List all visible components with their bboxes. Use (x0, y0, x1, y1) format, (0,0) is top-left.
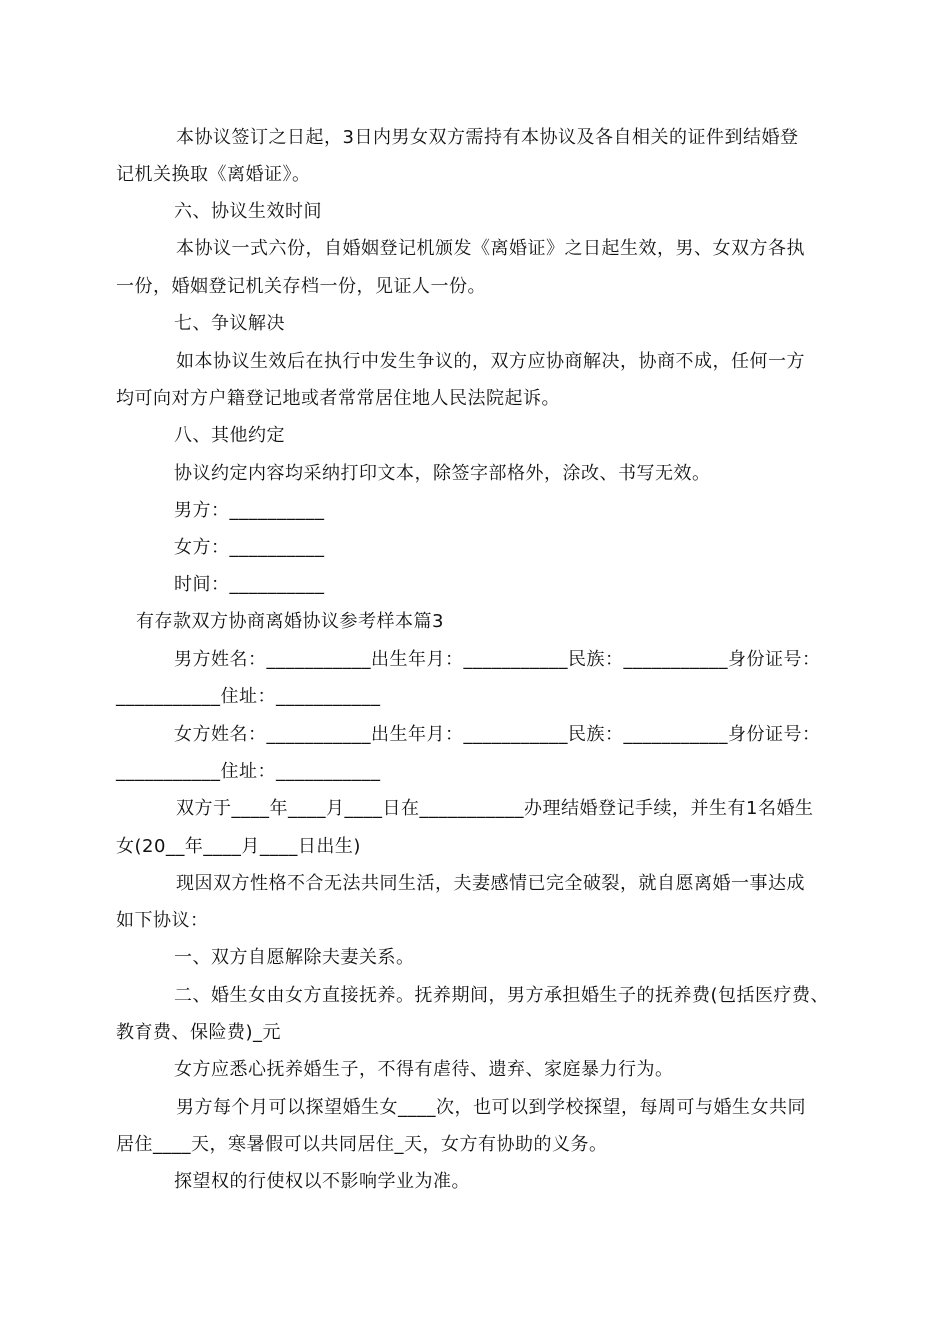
form-line: ___________住址：___________ (116, 686, 381, 707)
signature-line-female: 女方：__________ (174, 537, 325, 558)
form-line: ___________住址：___________ (116, 761, 381, 782)
signature-line-date: 时间：__________ (174, 574, 325, 595)
paragraph-line: 本协议签订之日起，3日内男女双方需持有本协议及各自相关的证件到结婚登 (176, 127, 799, 148)
section-heading: 七、争议解决 (174, 313, 285, 334)
paragraph-line: 本协议一式六份，自婚姻登记机颁发《离婚证》之日起生效，男、女双方各执 (176, 238, 805, 259)
section-heading: 八、其他约定 (174, 425, 285, 446)
paragraph-line: 男方每个月可以探望婚生女____次，也可以到学校探望，每周可与婚生女共同 (176, 1097, 806, 1118)
form-line: 女方姓名：___________出生年月：___________民族：___________身份证号： (174, 724, 821, 745)
signature-line-male: 男方：__________ (174, 500, 325, 521)
clause-line: 一、双方自愿解除夫妻关系。 (174, 947, 415, 968)
paragraph-line: 一份，婚姻登记机关存档一份，见证人一份。 (116, 276, 486, 297)
paragraph-line: 记机关换取《离婚证》。 (116, 164, 311, 185)
paragraph-line: 协议约定内容均采纳打印文本，除签字部格外，涂改、书写无效。 (174, 463, 711, 484)
paragraph-line: 探望权的行使权以不影响学业为准。 (174, 1171, 470, 1192)
form-line: 男方姓名：___________出生年月：___________民族：___________身份证号： (174, 649, 821, 670)
document-section-title: 有存款双方协商离婚协议参考样本篇3 (136, 611, 444, 632)
paragraph-line: 如下协议： (116, 910, 209, 931)
paragraph-line: 教育费、保险费)_元 (116, 1022, 282, 1043)
paragraph-line: 现因双方性格不合无法共同生活，夫妻感情已完全破裂，就自愿离婚一事达成 (176, 873, 805, 894)
paragraph-line: 居住____天，寒暑假可以共同居住_天，女方有协助的义务。 (116, 1134, 608, 1155)
paragraph-line: 双方于____年____月____日在___________办理结婚登记手续，并生有1名婚生 (176, 798, 814, 819)
paragraph-line: 女(20__年____月____日出生) (116, 836, 361, 857)
paragraph-line: 均可向对方户籍登记地或者常常居住地人民法院起诉。 (116, 388, 560, 409)
paragraph-line: 女方应悉心抚养婚生子，不得有虐待、遗弃、家庭暴力行为。 (174, 1059, 674, 1080)
paragraph-line: 如本协议生效后在执行中发生争议的，双方应协商解决，协商不成，任何一方 (176, 351, 805, 372)
clause-line: 二、婚生女由女方直接抚养。抚养期间，男方承担婚生子的抚养费(包括医疗费、 (174, 985, 830, 1006)
section-heading: 六、协议生效时间 (174, 201, 322, 222)
